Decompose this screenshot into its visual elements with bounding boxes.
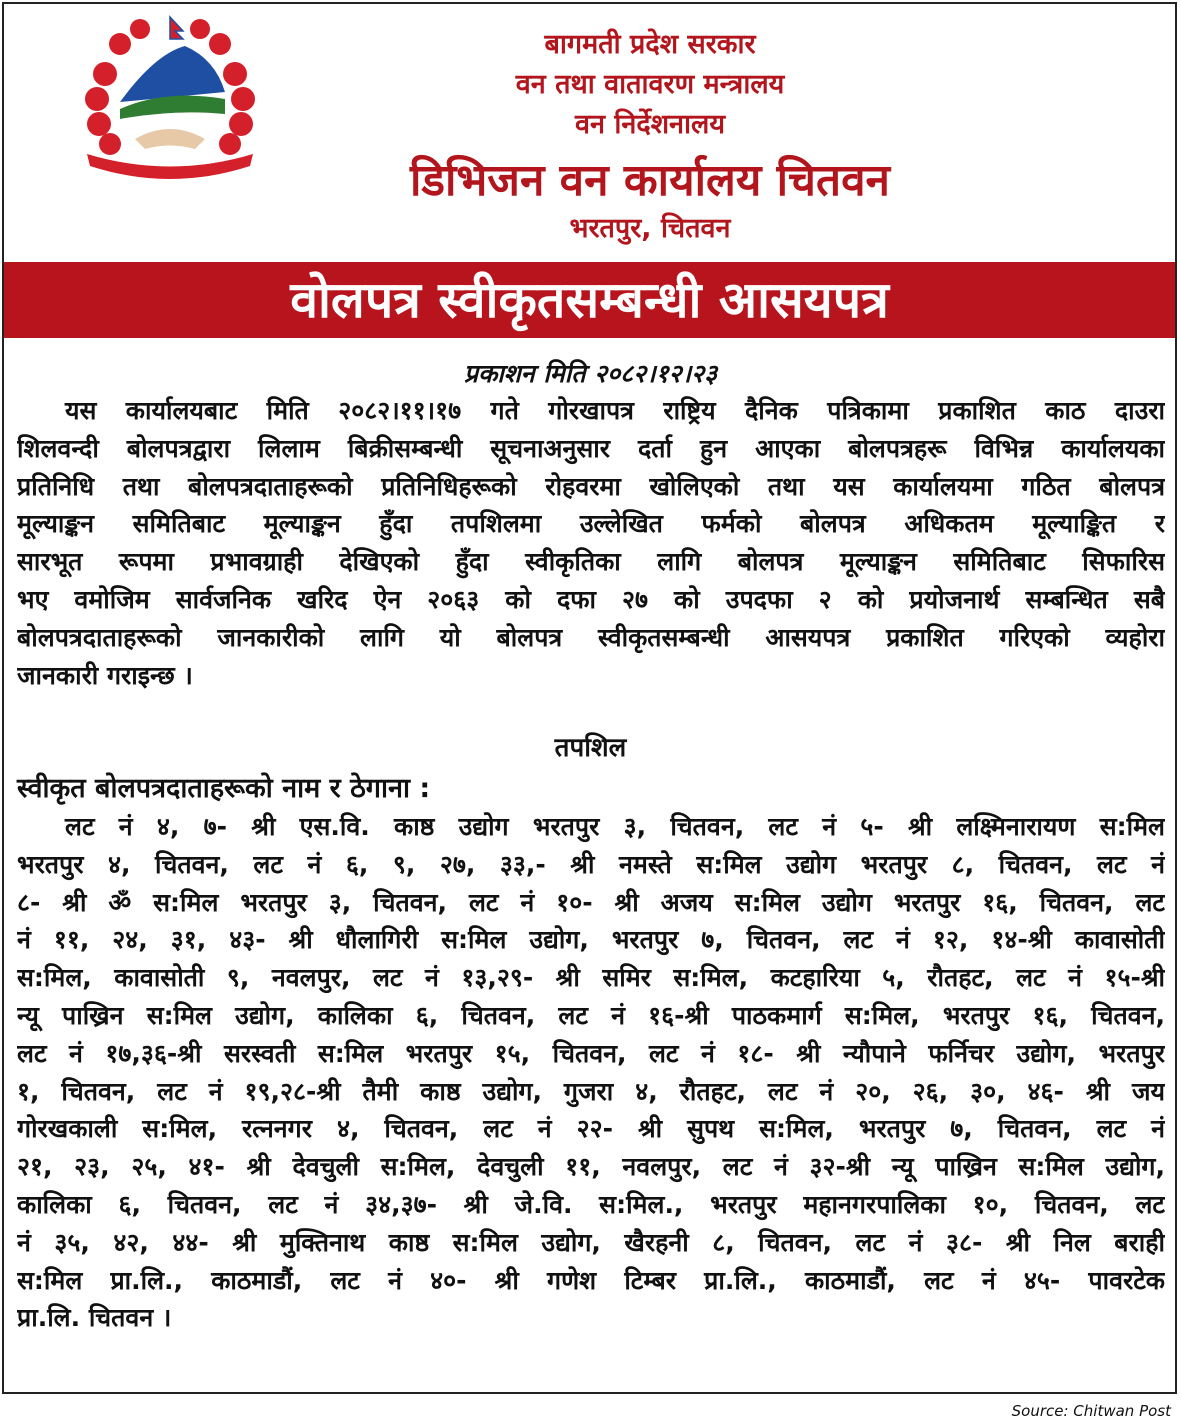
list-line: कालिका ६, चितवन, लट नं ३४,३७- श्री जे.वि. स:मिल., भरतपुर महानगरपालिका १०, चितवन, लट (17, 1189, 1165, 1219)
province-government: बागमती प्रदेश सरकार (544, 29, 756, 60)
office-address: भरतपुर, चितवन (569, 213, 731, 244)
body-line: मूल्याङ्कन समितिबाट मूल्याङ्कन हुँदा तपशिलमा उल्लेखित फर्मको बोलपत्र अधिकतम मूल्याङ्कित र (17, 509, 1165, 539)
source-credit: Source: Chitwan Post (1011, 1402, 1171, 1420)
body-line: बोलपत्रदाताहरूको जानकारीको लागि यो बोलपत्र स्वीकृतसम्बन्धी आसयपत्र प्रकाशित गरिएको व्यहोरा (17, 622, 1165, 652)
nepal-government-emblem (75, 14, 265, 189)
office-name: डिभिजन वन कार्यालय चितवन (410, 155, 890, 206)
list-line: नं ३५, ४२, ४४- श्री मुक्तिनाथ काष्ठ स:मिल उद्योग, खैरहनी ८, चितवन, लट नं ३८- श्री निल बराही (17, 1227, 1165, 1257)
list-line: प्रा.लि. चितवन । (17, 1303, 172, 1333)
body-line: सारभूत रूपमा प्रभावग्राही देखिएको हुँदा स्वीकृतिका लागि बोलपत्र मूल्याङ्कन समितिबाट सिफारिस (17, 547, 1165, 577)
publish-date: प्रकाशन मिति २०८२।१२।२३ (463, 359, 718, 388)
list-line: नं ११, २४, ३१, ४३- श्री धौलागिरी स:मिल उद्योग, भरतपुर ७, चितवन, लट नं १२, १४-श्री कावासोती (17, 925, 1165, 955)
directorate-name: वन निर्देशनालय (574, 109, 726, 140)
list-line: भरतपुर ४, चितवन, लट नं ६, ९, २७, ३३,- श्री नमस्ते स:मिल उद्योग भरतपुर ८, चितवन, लट नं (17, 849, 1165, 879)
ministry-name: वन तथा वातावरण मन्त्रालय (515, 69, 785, 100)
notice-title-banner: वोलपत्र स्वीकृतसम्बन्धी आसयपत्र (4, 262, 1175, 338)
list-line: लट नं ४, ७- श्री एस.वि. काष्ठ उद्योग भरतपुर ३, चितवन, लट नं ५- श्री लक्ष्मिनारायण स:मिल (65, 812, 1165, 841)
body-line: शिलवन्दी बोलपत्रद्वारा लिलाम बिक्रीसम्बन्धी सूचनाअनुसार दर्ता हुन आएका बोलपत्रहरू विभिन्न कार्यालयका (17, 433, 1165, 463)
list-line: स:मिल प्रा.लि., काठमाडौं, लट नं ४०- श्री गणेश टिम्बर प्रा.लि., काठमाडौं, लट नं ४५- पावरटेक (17, 1265, 1165, 1295)
body-line: भए वमोजिम सार्वजनिक खरिद ऐन २०६३ को दफा २७ को उपदफा २ को प्रयोजनार्थ सम्बन्धित सबै (17, 584, 1165, 614)
body-line: जानकारी गराइन्छ । (17, 660, 193, 690)
list-line: गोरखकाली स:मिल, रत्ननगर ४, चितवन, लट नं २२- श्री सुपथ स:मिल, भरतपुर ७, चितवन, लट नं (17, 1114, 1165, 1144)
list-line: लट नं १७,३६-श्री सरस्वती स:मिल भरतपुर १५, चितवन, लट नं १८- श्री न्यौपाने फर्निचर उद्योग, भरतपुर (17, 1038, 1165, 1068)
list-line: १, चितवन, लट नं १९,२८-श्री तैमी काष्ठ उद्योग, गुजरा ४, रौतहट, लट नं २०, २६, ३०, ४६- श्री जय (17, 1076, 1165, 1106)
body-paragraph (17, 392, 1165, 694)
list-line: ८- श्री ॐ स:मिल भरतपुर ३, चितवन, लट नं १०- श्री अजय स:मिल उद्योग भरतपुर १६, चितवन, लट (17, 887, 1165, 917)
body-line: यस कार्यालयबाट मिति २०८२।११।१७ गते गोरखापत्र राष्ट्रिय दैनिक पत्रिकामा प्रकाशित काठ दाउरा (65, 396, 1165, 425)
schedule-heading: तपशिल (554, 733, 627, 763)
bidders-subheading: स्वीकृत बोलपत्रदाताहरूको नाम र ठेगाना : (17, 773, 431, 804)
body-line: प्रतिनिधि तथा बोलपत्रदाताहरूको प्रतिनिधिहरूको रोहवरमा खोलिएको तथा यस कार्यालयमा गठित बोलपत्र (17, 471, 1165, 501)
list-line: स:मिल, कावासोती ९, नवलपुर, लट नं १३,२९- श्री समिर स:मिल, कटहारिया ५, रौतहट, लट नं १५-श्री (17, 963, 1165, 993)
list-line: २१, २३, २५, ४१- श्री देवचुली स:मिल, देवचुली ११, नवलपुर, लट नं ३२-श्री न्यू पाख्रिन स:मिल उद्योग, (17, 1152, 1165, 1182)
bidders-list (17, 808, 1165, 1337)
list-line: न्यू पाख्रिन स:मिल उद्योग, कालिका ६, चितवन, लट नं १६-श्री पाठकमार्ग स:मिल, भरतपुर १६, चितवन, (17, 1000, 1165, 1030)
